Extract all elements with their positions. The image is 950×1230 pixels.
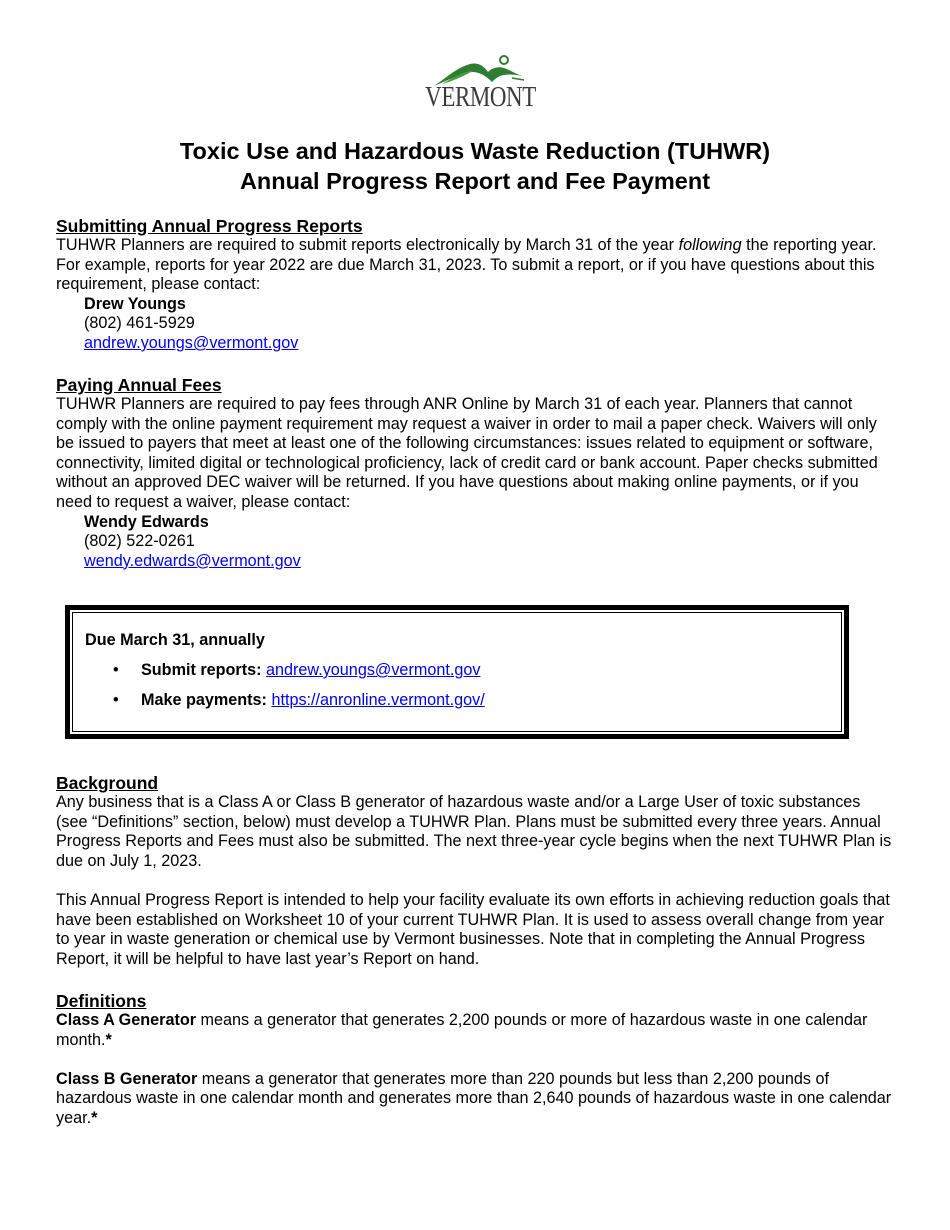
- submitting-text-2: the reporting year. For example, reports for year 2022 are due March 31, 2023. To submit a report, or if you have questions about this requirement, please contact:: [56, 236, 877, 294]
- definition-text: means a generator that generates 2,200 pounds or more of hazardous waste in one calendar month.: [56, 1011, 868, 1049]
- background-paragraph-1: Any business that is a Class A or Class B generator of hazardous waste and/or a Large User of toxic substances (see “Definitions” section, below) must develop a TUHWR Plan. Plans must be submitted every three years. Annual Progress Reports and Fees must also be submitted. The next three-year cycle begins when the next TUHWR Plan is due on July 1, 2023.: [56, 793, 892, 870]
- background-paragraph-2: This Annual Progress Report is intended to help your facility evaluate its own efforts in achieving reduction goals that have been established on Worksheet 10 of your current TUHWR Plan. It is used to assess overall change from year to year in waste generation or chemical use by Vermont businesses. Note that in completing the Annual Progress Report, it will be helpful to have last year’s Report on hand.: [56, 890, 890, 968]
- fees-contact: [56, 513, 896, 572]
- vermont-logo: [414, 52, 538, 122]
- due-date-box-inner: [72, 612, 842, 732]
- contact-name: Wendy Edwards: [84, 512, 209, 531]
- submit-reports-link[interactable]: andrew.youngs@vermont.gov: [266, 661, 481, 679]
- submitting-emphasis: following: [678, 236, 742, 254]
- page-title: [0, 136, 950, 196]
- contact-name: Drew Youngs: [84, 294, 186, 313]
- contact-email-link[interactable]: andrew.youngs@vermont.gov: [84, 333, 299, 352]
- definition-class-b: [56, 1070, 896, 1129]
- submitting-section: [56, 216, 896, 354]
- contact-phone: (802) 522-0261: [84, 532, 195, 551]
- definitions-heading: Definitions: [56, 991, 147, 1011]
- due-date-box: [65, 605, 849, 739]
- due-item-payments: [113, 691, 485, 710]
- background-section: [56, 773, 896, 969]
- due-item-submit: [113, 661, 480, 680]
- definition-term: Class B Generator: [56, 1069, 198, 1088]
- title-line-1: Toxic Use and Hazardous Waste Reduction (TUHWR): [179, 138, 771, 164]
- fees-heading: Paying Annual Fees: [56, 375, 222, 395]
- definition-term: Class A Generator: [56, 1011, 197, 1029]
- logo-wordmark: VERMONT: [425, 82, 536, 113]
- due-date-title: Due March 31, annually: [85, 631, 265, 649]
- fees-paragraph: TUHWR Planners are required to pay fees through ANR Online by March 31 of each year. Planners that cannot comply with the online payment requirement may request a waiver in order to mail a paper check. Waivers will only be issued to payers that meet at least one of the following circumstances: issues related to equipment or software, connectivity, limited digital or technological proficiency, lack of credit card or bank account. Paper checks submitted without an approved DEC waiver will be returned. If you have questions about making online payments, or if you need to request a waiver, please contact:: [56, 395, 878, 511]
- definition-text: means a generator that generates more than 220 pounds but less than 2,200 pounds of hazardous waste in one calendar month and generates more than 2,640 pounds of hazardous waste in one calendar year.: [56, 1069, 892, 1127]
- submitting-text-1: TUHWR Planners are required to submit reports electronically by March 31 of the year: [56, 236, 679, 254]
- bullet-icon: •: [113, 691, 119, 709]
- definitions-section: [56, 991, 896, 1129]
- due-item-label: Make payments:: [141, 691, 267, 709]
- definition-asterisk: *: [105, 1030, 112, 1049]
- submitting-contact: [56, 295, 896, 354]
- contact-phone: (802) 461-5929: [84, 314, 195, 333]
- definition-asterisk: *: [91, 1108, 98, 1127]
- background-heading: Background: [56, 773, 159, 793]
- submitting-paragraph: [56, 236, 896, 295]
- fees-section: [56, 375, 896, 571]
- definition-class-a: [56, 1011, 896, 1050]
- make-payments-link[interactable]: https://anronline.vermont.gov/: [271, 691, 485, 709]
- contact-email-link[interactable]: wendy.edwards@vermont.gov: [84, 551, 301, 570]
- title-line-2: Annual Progress Report and Fee Payment: [239, 168, 711, 194]
- bullet-icon: •: [113, 661, 119, 679]
- submitting-heading: Submitting Annual Progress Reports: [56, 216, 363, 236]
- due-item-label: Submit reports:: [141, 661, 262, 679]
